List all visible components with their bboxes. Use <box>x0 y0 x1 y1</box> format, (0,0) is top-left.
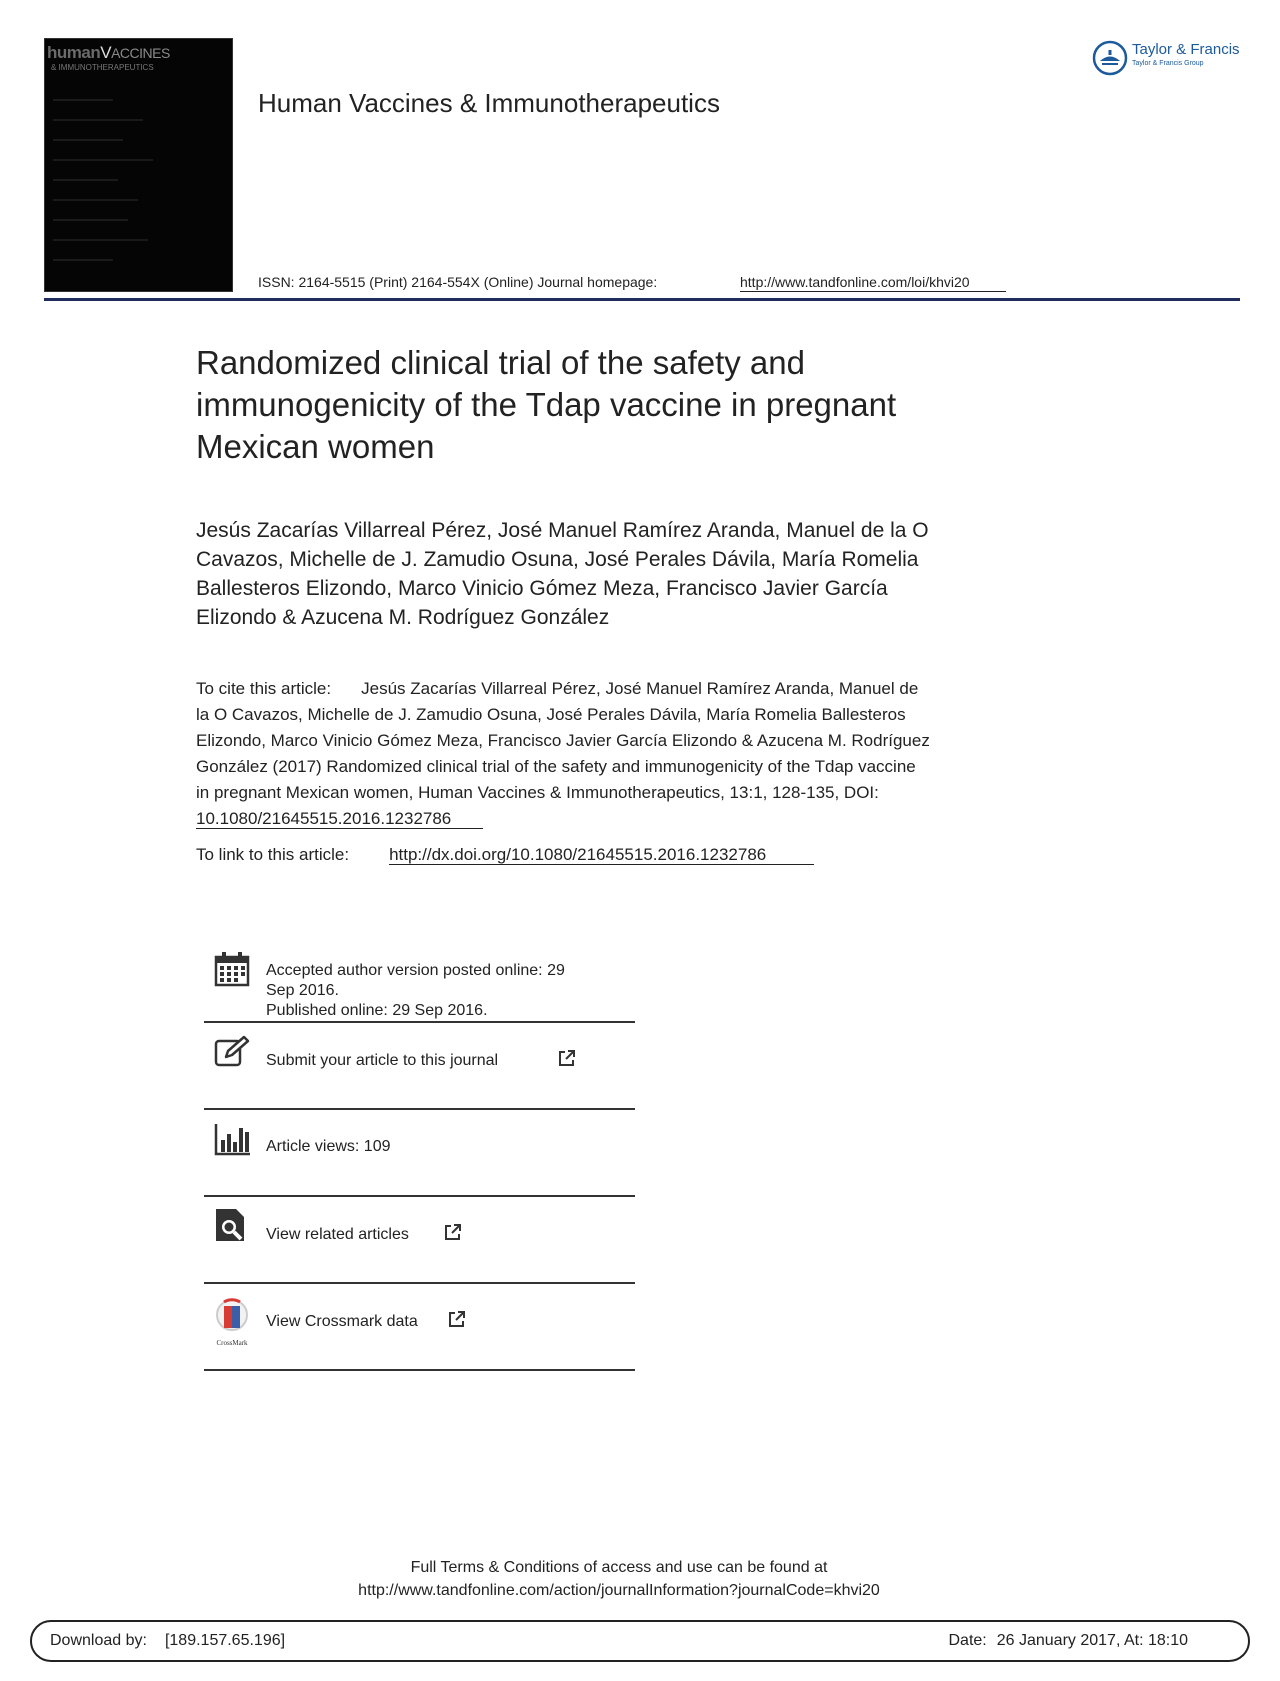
crossmark-icon <box>210 1298 254 1334</box>
cover-brand-prefix: human <box>47 43 101 62</box>
submit-article-link[interactable]: Submit your article to this journal <box>266 1052 499 1069</box>
citation-line: Elizondo, Marco Vinicio Gómez Meza, Francisco Javier García Elizondo & Azucena M. Rodríguez <box>196 731 930 750</box>
cover-toc-line <box>53 159 153 161</box>
accepted-date-text: Accepted author version posted online: 29 Sep 2016. <box>266 962 565 999</box>
bar-chart-icon <box>214 1122 252 1156</box>
cover-toc-line <box>53 199 138 201</box>
related-articles-link[interactable]: View related articles <box>266 1226 409 1243</box>
external-link-icon[interactable] <box>444 1223 462 1241</box>
terms-notice <box>0 1556 1238 1602</box>
crossmark-row[interactable] <box>204 1284 635 1371</box>
terms-line: Full Terms & Conditions of access and use can be found at <box>410 1559 828 1576</box>
article-views-row <box>204 1110 635 1197</box>
download-ip: [189.157.65.196] <box>164 1632 286 1649</box>
issn-line: ISSN: 2164-5515 (Print) 2164-554X (Online) Journal homepage: <box>258 274 658 290</box>
cover-brand-rest: ACCINES <box>111 45 170 61</box>
crossmark-logo <box>210 1298 254 1347</box>
article-title-line: immunogenicity of the Tdap vaccine in pregnant <box>196 386 897 423</box>
citation-label: To cite this article: <box>196 679 332 698</box>
calendar-icon <box>214 951 250 987</box>
article-title-line: Mexican women <box>196 428 435 465</box>
cover-toc-line <box>53 139 123 141</box>
citation-doi-link[interactable]: 10.1080/21645515.2016.1232786 <box>196 809 483 829</box>
journal-homepage-link[interactable]: http://www.tandfonline.com/loi/khvi20 <box>740 274 1006 292</box>
author-line: Cavazos, Michelle de J. Zamudio Osuna, José Perales Dávila, María Romelia <box>196 548 919 571</box>
author-line: Elizondo & Azucena M. Rodríguez González <box>196 606 610 629</box>
publisher-name: Taylor & Francis <box>1132 41 1240 58</box>
author-list <box>196 516 1076 632</box>
document-search-icon <box>214 1207 248 1243</box>
article-title-line: Randomized clinical trial of the safety and <box>196 344 805 381</box>
submit-article-row[interactable] <box>204 1023 635 1110</box>
date-label: Date: <box>948 1632 987 1649</box>
related-articles-row[interactable] <box>204 1197 635 1284</box>
article-title <box>196 342 956 468</box>
cover-toc-line <box>53 239 148 241</box>
publisher-group: Taylor & Francis Group <box>1132 60 1204 67</box>
cover-toc-line <box>53 99 113 101</box>
journal-title: Human Vaccines & Immunotherapeutics <box>258 88 720 118</box>
cover-toc-line <box>53 119 143 121</box>
article-link-label: To link to this article: <box>196 845 350 864</box>
author-line: Jesús Zacarías Villarreal Pérez, José Manuel Ramírez Aranda, Manuel de la O <box>196 519 929 542</box>
crossmark-logo-text: CrossMark <box>216 1339 248 1347</box>
download-date <box>948 1632 1188 1650</box>
article-doi-url-link[interactable]: http://dx.doi.org/10.1080/21645515.2016.1232786 <box>389 845 814 865</box>
citation-line: González (2017) Randomized clinical trial of the safety and immunogenicity of the Tdap vaccine <box>196 757 916 776</box>
publisher-lamp-icon <box>1092 40 1128 76</box>
citation-line: in pregnant Mexican women, Human Vaccines & Immunotherapeutics, 13:1, 128-135, DOI: <box>196 783 879 802</box>
publication-dates-row <box>204 945 635 1023</box>
download-by <box>50 1632 285 1650</box>
article-views-text: Article views: 109 <box>266 1138 391 1155</box>
crossmark-link[interactable]: View Crossmark data <box>266 1313 418 1330</box>
publisher-logo[interactable] <box>1092 38 1242 78</box>
edit-icon <box>214 1035 250 1067</box>
article-link-line <box>196 845 814 865</box>
download-info-bar <box>30 1620 1250 1662</box>
cover-brand <box>47 43 170 63</box>
citation-line: la O Cavazos, Michelle de J. Zamudio Osuna, José Perales Dávila, María Romelia Ballesteros <box>196 705 906 724</box>
cover-subtitle: & IMMUNOTHERAPEUTICS <box>51 63 154 72</box>
journal-cover-image <box>44 38 233 292</box>
citation-line: Jesús Zacarías Villarreal Pérez, José Manuel Ramírez Aranda, Manuel de <box>361 679 919 698</box>
cover-toc-line <box>53 259 113 261</box>
citation-block <box>196 676 1086 832</box>
author-line: Ballesteros Elizondo, Marco Vinicio Gómez Meza, Francisco Javier García <box>196 577 888 600</box>
header-rule <box>44 298 1240 301</box>
terms-url-link[interactable]: http://www.tandfonline.com/action/journalInformation?journalCode=khvi20 <box>358 1582 880 1599</box>
cover-toc-line <box>53 179 118 181</box>
cover-brand-v: V <box>100 43 112 62</box>
published-date-text: Published online: 29 Sep 2016. <box>266 1002 488 1019</box>
download-label: Download by: <box>50 1632 147 1649</box>
cover-toc-line <box>53 219 128 221</box>
external-link-icon[interactable] <box>558 1049 576 1067</box>
date-value: 26 January 2017, At: 18:10 <box>996 1632 1188 1649</box>
external-link-icon[interactable] <box>448 1310 466 1328</box>
